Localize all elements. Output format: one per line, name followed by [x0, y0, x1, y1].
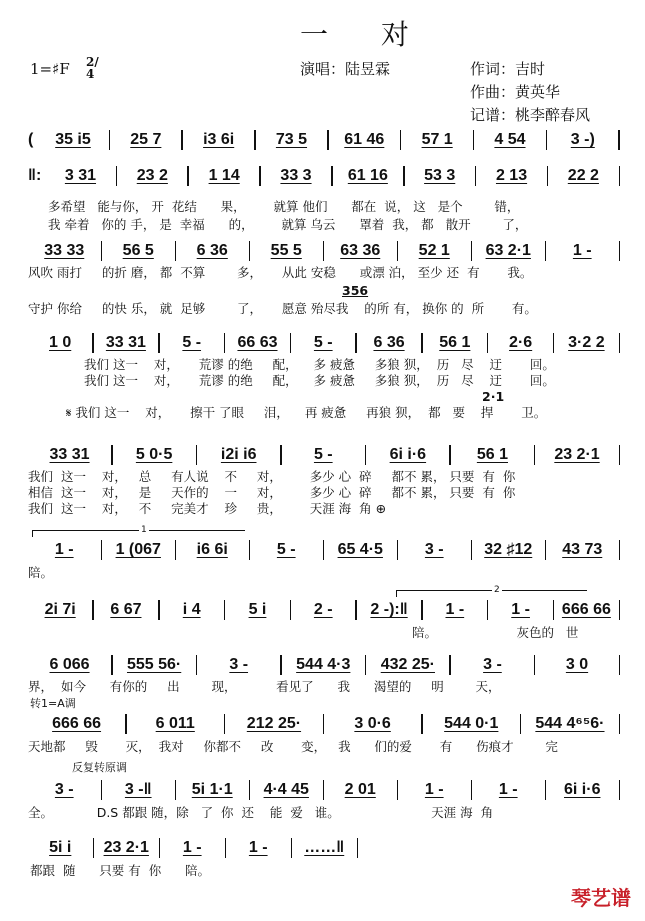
notation-row: [28, 130, 620, 150]
key-signature: 1=♯F: [30, 60, 70, 78]
measure: 432 25·: [380, 656, 435, 673]
notation-row: [28, 838, 358, 858]
song-title: 一 对: [300, 18, 431, 51]
measure: 6i i·6: [389, 446, 427, 463]
measure: 61 16: [347, 167, 388, 184]
bar-line: [619, 241, 621, 261]
measure: 5i 1·1: [191, 781, 233, 798]
bar-line: [619, 333, 621, 353]
lyric-line: 多希望 能与你， 开 花结 果， 就算 他们 都在 说， 这 是个 错，: [48, 199, 520, 214]
transcriber: 记谱：桃李醉春风: [470, 106, 591, 124]
measure: 1 -: [572, 242, 592, 259]
measure: 32 ♯12: [484, 541, 533, 558]
lyric-line: 陪。 灰色的 世: [412, 625, 579, 640]
measure: 2i 7i: [44, 601, 76, 618]
measure: 1 -: [511, 601, 530, 618]
notation-row: [28, 714, 620, 734]
measure: 1 (067: [115, 541, 161, 558]
measure: 66 63: [237, 334, 278, 351]
measure: 57 1: [421, 131, 453, 148]
measure: 3 0: [565, 656, 589, 673]
measure: 52 1: [418, 242, 450, 259]
repeat-note: 反复转原调: [72, 761, 127, 774]
bar-line: [619, 714, 621, 734]
notation-row: [28, 780, 620, 800]
measure: 61 46: [344, 131, 385, 148]
measure: 555 56·: [126, 656, 182, 673]
measure: 3 -‖: [124, 781, 152, 798]
measure: 5 -: [276, 541, 296, 558]
measure: 5 0·5: [135, 446, 173, 463]
measure: 666 66: [561, 601, 611, 618]
measure: 2 -: [313, 601, 333, 618]
measure: 1 0: [49, 334, 72, 351]
lyric-line: 相信 这一 对， 是 天作的 一 对， 多少 心 碎 都不 累， 只要 有 你: [28, 485, 516, 500]
measure: 73 5: [275, 131, 308, 148]
notation-row: [28, 333, 620, 353]
measure: 63 36: [340, 242, 381, 259]
measure: 3 0·6: [354, 715, 391, 732]
measure: 4 54: [494, 131, 526, 148]
lyric-line: 守护 你给 的快 乐， 就 足够 了， 愿意 殆尽我 的所 有， 换你 的 所 有。: [28, 301, 537, 316]
measure: 3 -: [54, 781, 74, 798]
notation-row: [28, 655, 620, 675]
bar-line: [619, 540, 621, 560]
notation-row: [28, 540, 620, 560]
measure: 3 -: [229, 656, 249, 673]
measure: 1 -: [182, 839, 202, 856]
measure: 63 2·1: [485, 242, 531, 259]
volta-2: 2: [396, 590, 587, 597]
bar-line: [619, 655, 621, 675]
measure: 23 2·1: [554, 446, 600, 463]
measure: 544 0·1: [444, 715, 499, 732]
lyricist: 作词：吉时: [470, 60, 546, 78]
lyric-line: 天地都 毁 灭， 我对 你都不 改 变， 我 们的爱 有 伤痕才 完: [28, 739, 558, 754]
composer: 作曲：黄英华: [470, 83, 561, 101]
volta-1: 1: [32, 530, 245, 537]
measure: 2 01: [344, 781, 376, 798]
measure: 56 1: [439, 334, 471, 351]
site-logo: 琴艺谱: [571, 886, 631, 910]
row-prefix: (: [28, 131, 34, 148]
measure: 1 14: [208, 167, 240, 184]
measure: 53 3: [424, 167, 456, 184]
lyric-line: 我 牵着 你的 手， 是 幸福 的， 就算 乌云 罩着 我， 都 散开 了，: [48, 217, 528, 232]
notation-row: [28, 445, 620, 465]
lyric-line: 𝄋 我们 这一 对， 擦干 了眼 泪， 再 疲惫 再狼 狈， 都 要 捍 卫。: [66, 405, 547, 420]
measure: 5i i: [49, 839, 72, 856]
alt-notes: 356: [342, 283, 369, 298]
notation-row: [28, 166, 620, 186]
lyric-line: 陪。: [28, 565, 54, 580]
measure: 1 -: [248, 839, 268, 856]
time-signature: 2/4: [86, 55, 99, 81]
measure: 544 4⁶⁵6·: [535, 715, 605, 732]
measure: 56 5: [122, 242, 154, 259]
lyric-line: 我们 这一 对， 荒谬 的绝 配， 多 疲惫 多狼 狈， 历 尽 迂 回。: [84, 357, 555, 372]
measure: 3 -): [570, 131, 595, 148]
measure: 3 31: [64, 167, 97, 184]
measure: 33 33: [44, 242, 85, 259]
bar-line: [619, 780, 621, 800]
measure: i2i i6: [220, 446, 257, 463]
measure: 5 -: [313, 334, 333, 351]
measure: 5 i: [248, 601, 267, 618]
measure: 3 -: [424, 541, 444, 558]
measure: 544 4·3: [296, 656, 351, 673]
lyric-line: 风吹 雨打 的折 磨， 都 不算 多， 从此 安稳 或漂 泊， 至少 还 有 我。: [28, 265, 533, 280]
measure: 6 36: [196, 242, 228, 259]
measure: 56 1: [476, 446, 508, 463]
measure: 4·4 45: [263, 781, 309, 798]
bar-line: [619, 166, 621, 186]
bar-line: [357, 838, 359, 858]
lyric-line: 都跟 随 只要 有 你 陪。: [30, 863, 211, 878]
measure: 2 13: [495, 167, 528, 184]
measure: 3 -: [483, 656, 502, 673]
measure: i6 6i: [196, 541, 228, 558]
measure: 43 73: [562, 541, 603, 558]
measure: i 4: [182, 601, 201, 618]
measure: 55 5: [270, 242, 302, 259]
measure: 33 3: [280, 167, 312, 184]
row-prefix: ‖:: [28, 167, 42, 184]
bar-line: [618, 130, 620, 150]
alt-notes: 2·1: [482, 389, 505, 404]
modulation-note: 转1=A调: [30, 697, 76, 710]
measure: 2 -):‖: [370, 601, 408, 618]
measure: 6 011: [155, 715, 195, 732]
singer: 演唱：陆昱霖: [300, 60, 391, 78]
measure: 6 36: [373, 334, 405, 351]
lyric-line: 全。 D.S 都跟 随，除 了 你 还 能 爱 谁。 天涯 海 角: [28, 805, 494, 820]
lyric-line: 界， 如今 有你的 出 现， 看见了 我 渴望的 明 天，: [28, 679, 501, 694]
measure: 25 7: [130, 131, 162, 148]
measure: 6 066: [49, 656, 90, 673]
notation-row: [28, 600, 620, 620]
measure: 1 -: [54, 541, 74, 558]
measure: 666 66: [52, 715, 102, 732]
measure: 6 67: [110, 601, 142, 618]
measure: 23 2·1: [103, 839, 149, 856]
measure: 65 4·5: [337, 541, 383, 558]
measure: 212 25·: [246, 715, 302, 732]
measure: 23 2: [136, 167, 168, 184]
measure: 1 -: [424, 781, 444, 798]
measure: 5 -: [182, 334, 202, 351]
measure: i3 6i: [203, 131, 235, 148]
bar-line: [619, 600, 621, 620]
measure: 1 -: [498, 781, 518, 798]
measure: ……‖: [304, 839, 345, 856]
measure: 22 2: [567, 167, 599, 184]
measure: 33 31: [49, 446, 90, 463]
lyric-line: 我们 这一 对， 荒谬 的绝 配， 多 疲惫 多狼 狈， 历 尽 迂 回。: [84, 373, 555, 388]
lyric-line: 我们 这一 对， 不 完美才 珍 贵， 天涯 海 角 ⊕: [28, 501, 387, 516]
measure: 1 -: [445, 601, 465, 618]
bar-line: [619, 445, 621, 465]
measure: 3·2 2: [568, 334, 605, 351]
measure: 33 31: [105, 334, 146, 351]
measure: 6i i·6: [564, 781, 601, 798]
measure: 35 i5: [55, 131, 91, 148]
lyric-line: 我们 这一 对， 总 有人说 不 对， 多少 心 碎 都不 累， 只要 有 你: [28, 469, 516, 484]
measure: 5 -: [313, 446, 333, 463]
measure: 2·6: [509, 334, 533, 351]
notation-row: [28, 241, 620, 261]
